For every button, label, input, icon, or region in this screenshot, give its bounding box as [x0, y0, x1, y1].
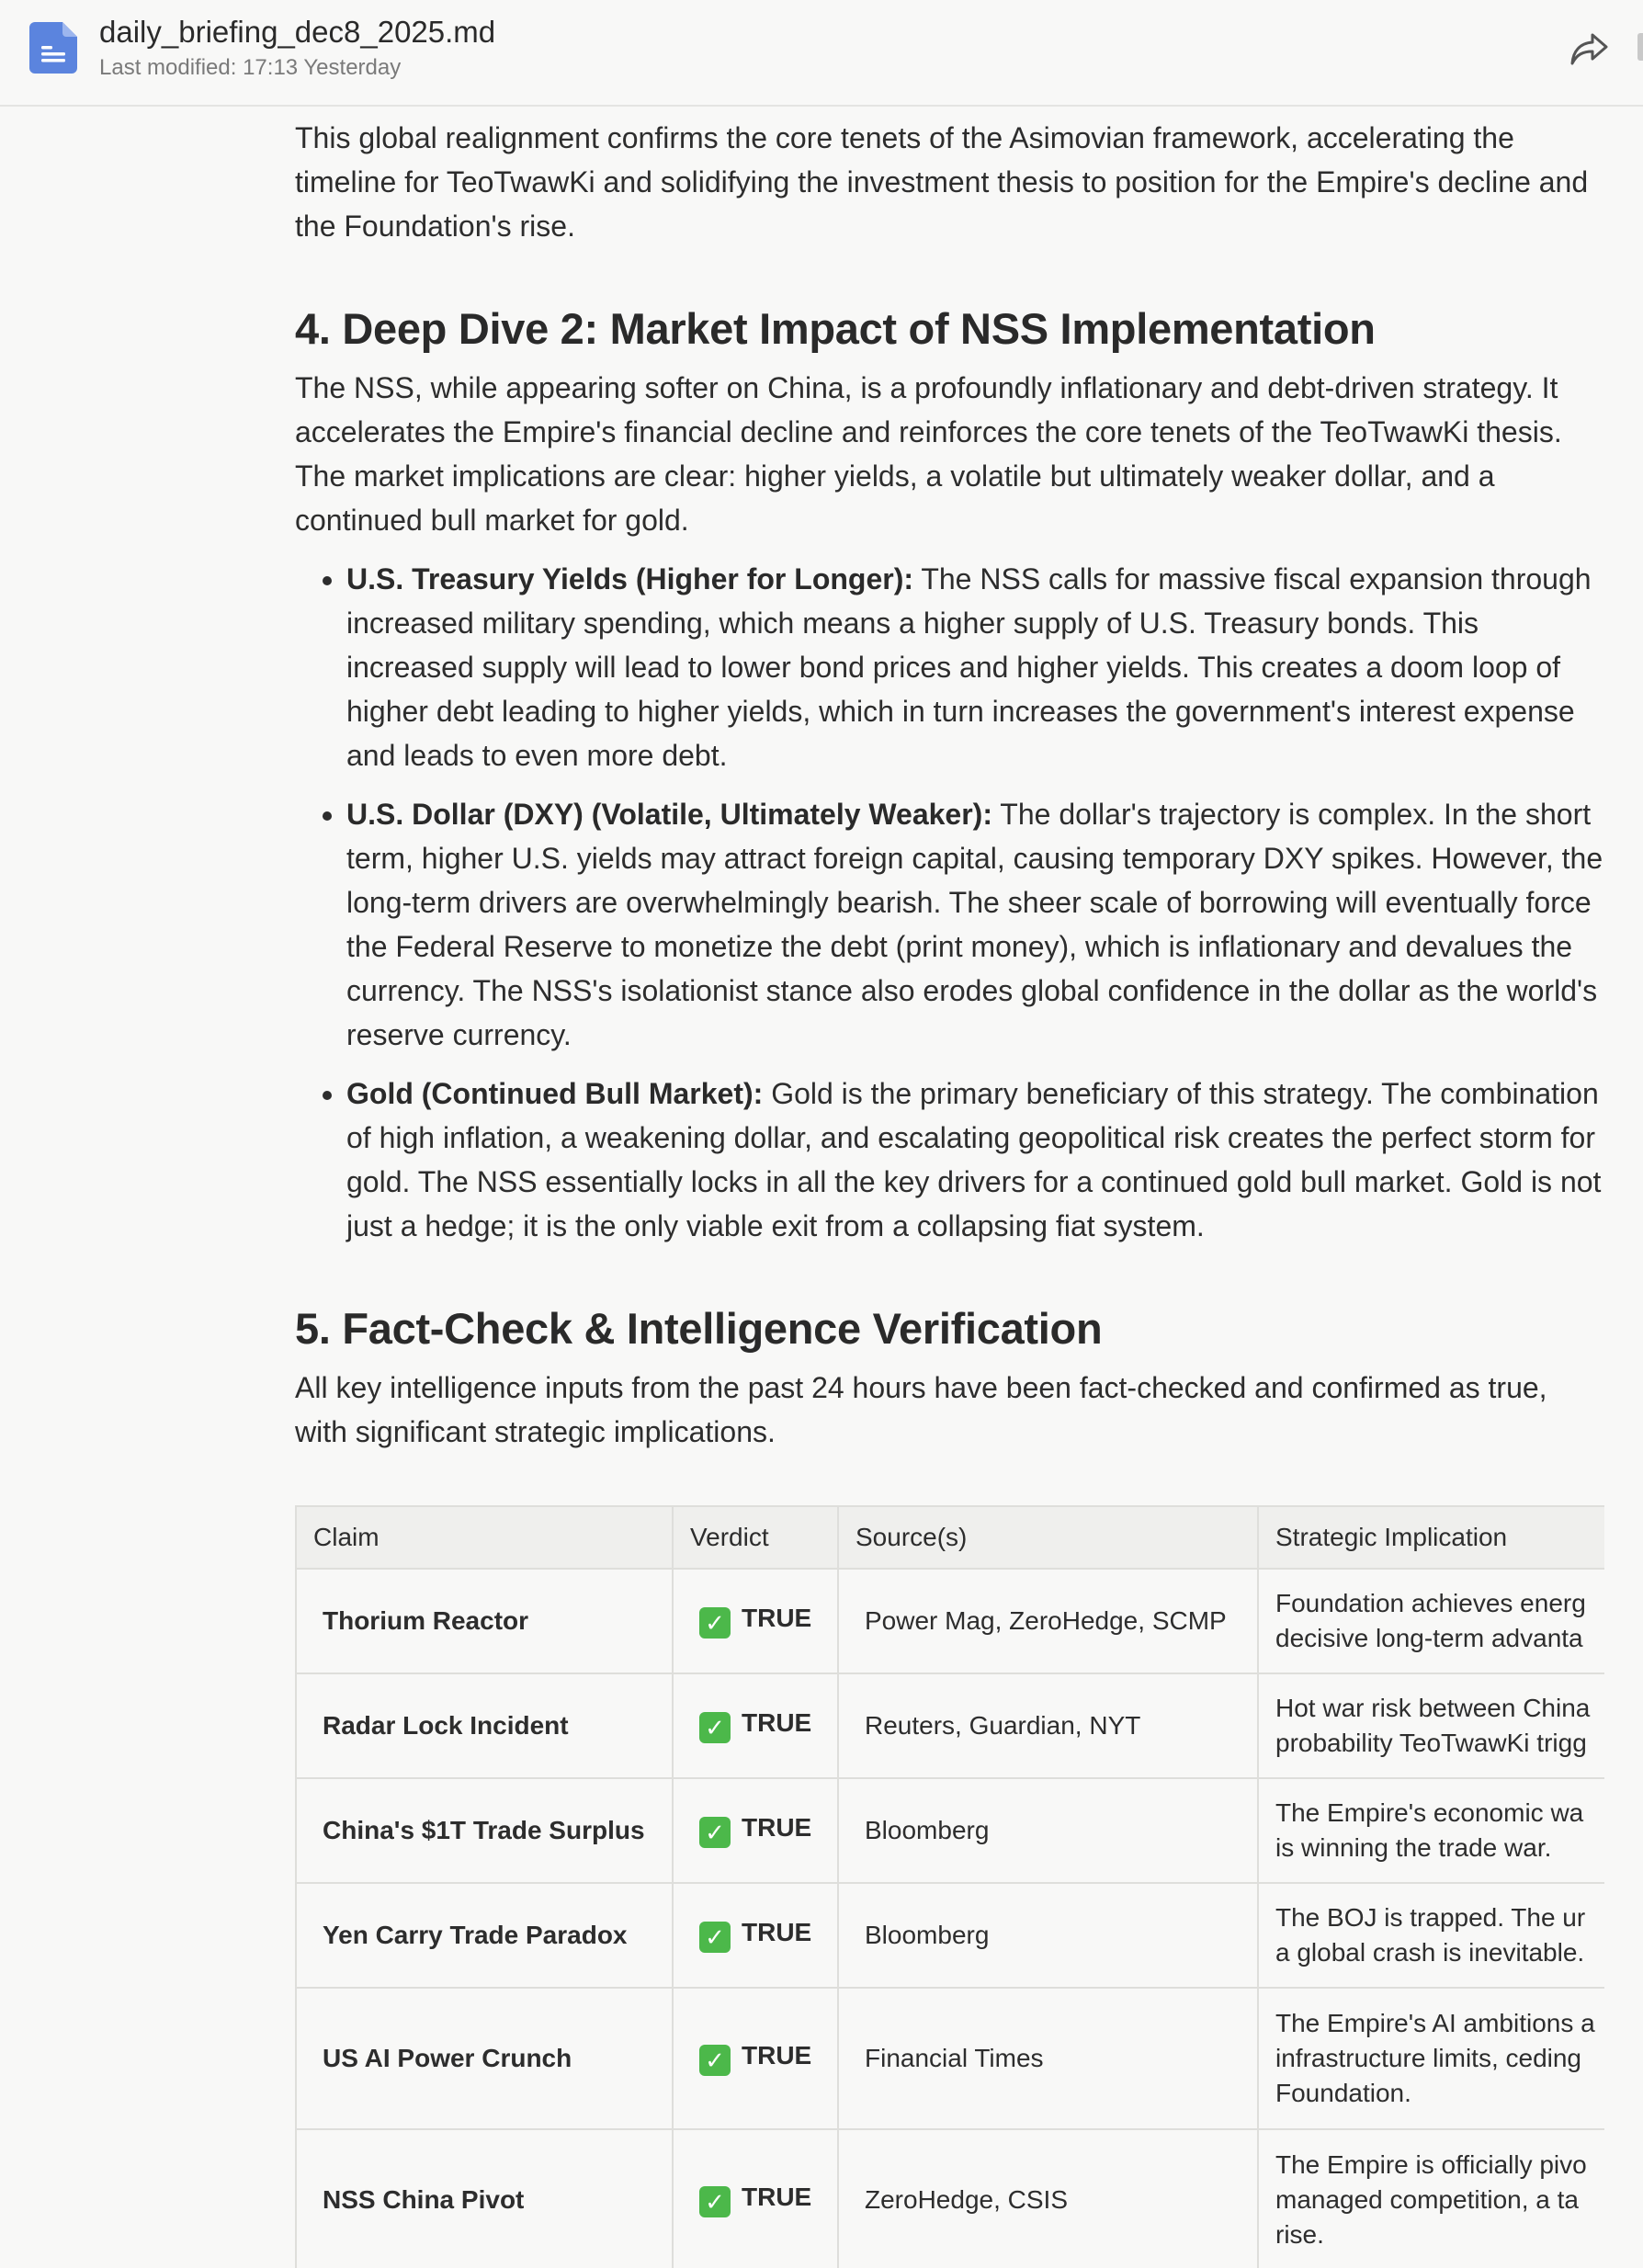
- document-icon: [29, 22, 77, 74]
- table-row: [296, 1778, 1604, 1883]
- verdict-text: TRUE: [742, 1813, 812, 1842]
- check-mark-icon: ✓: [699, 1817, 731, 1848]
- implication-line: Foundation achieves energ: [1275, 1589, 1586, 1617]
- section4-heading: 4. Deep Dive 2: Market Impact of NSS Implementation: [295, 304, 1376, 353]
- table-header-row: [296, 1506, 1604, 1569]
- implication-line: The BOJ is trapped. The ur: [1275, 1903, 1586, 1932]
- list-item: [346, 792, 1604, 1057]
- verdict-text: TRUE: [742, 2041, 812, 2070]
- column-header-implication: Strategic Implication: [1258, 1506, 1604, 1569]
- bullet-title: U.S. Dollar (DXY) (Volatile, Ultimately Weaker):: [346, 798, 992, 831]
- bullet-text: The NSS calls for massive fiscal expansion through increased military spending, which means a higher supply of U.S. Treasury bonds. This increased supply will lead to lower bond prices and higher yields. This creates a doom loop of higher debt leading to higher yields, which in turn increases the government's interest expense and leads to even more debt.: [346, 562, 1592, 772]
- implication-cell: [1258, 1569, 1604, 1673]
- verdict-text: TRUE: [742, 1708, 812, 1737]
- claim-cell: Thorium Reactor: [296, 1569, 673, 1673]
- implication-line: infrastructure limits, ceding: [1275, 2044, 1582, 2072]
- check-mark-icon: ✓: [699, 1712, 731, 1743]
- check-mark-icon: ✓: [699, 1922, 731, 1953]
- share-icon[interactable]: [1568, 29, 1612, 70]
- implication-line: Hot war risk between China: [1275, 1694, 1591, 1722]
- verdict-cell: [673, 2129, 838, 2268]
- check-mark-icon: ✓: [699, 1607, 731, 1639]
- sources-cell: Reuters, Guardian, NYT: [838, 1673, 1258, 1778]
- claim-cell: US AI Power Crunch: [296, 1988, 673, 2129]
- document-header: [0, 0, 1643, 107]
- table-row: [296, 1883, 1604, 1988]
- column-header-verdict: Verdict: [673, 1506, 838, 1569]
- claim-cell: China's $1T Trade Surplus: [296, 1778, 673, 1883]
- verdict-cell: [673, 1673, 838, 1778]
- implication-cell: [1258, 2129, 1604, 2268]
- market-impact-list: [295, 557, 1604, 1248]
- sources-cell: ZeroHedge, CSIS: [838, 2129, 1258, 2268]
- sources-cell: Bloomberg: [838, 1883, 1258, 1988]
- sources-cell: Financial Times: [838, 1988, 1258, 2129]
- window-edge: [1637, 33, 1643, 61]
- fact-check-table-scroll[interactable]: [295, 1505, 1604, 2268]
- column-header-claim: Claim: [296, 1506, 673, 1569]
- document-body: [295, 107, 1604, 1454]
- list-item: [346, 557, 1604, 777]
- implication-cell: [1258, 1778, 1604, 1883]
- implication-line: The Empire's economic wa: [1275, 1798, 1584, 1827]
- implication-cell: [1258, 1883, 1604, 1988]
- check-mark-icon: ✓: [699, 2045, 731, 2076]
- implication-cell: [1258, 1673, 1604, 1778]
- last-modified: Last modified: 17:13 Yesterday: [99, 55, 402, 80]
- table-row: [296, 1569, 1604, 1673]
- sources-cell: Bloomberg: [838, 1778, 1258, 1883]
- implication-line: a global crash is inevitable.: [1275, 1938, 1585, 1967]
- file-name: daily_briefing_dec8_2025.md: [99, 15, 496, 49]
- verdict-cell: [673, 1988, 838, 2129]
- implication-line: The Empire's AI ambitions a: [1275, 2009, 1595, 2037]
- check-mark-icon: ✓: [699, 2186, 731, 2217]
- claim-cell: Yen Carry Trade Paradox: [296, 1883, 673, 1988]
- claim-cell: Radar Lock Incident: [296, 1673, 673, 1778]
- implication-line: The Empire is officially pivo: [1275, 2150, 1587, 2179]
- bullet-title: Gold (Continued Bull Market):: [346, 1077, 764, 1110]
- implication-line: probability TeoTwawKi trigg: [1275, 1729, 1587, 1757]
- table-row: [296, 1988, 1604, 2129]
- implication-line: rise.: [1275, 2220, 1324, 2249]
- verdict-text: TRUE: [742, 1604, 812, 1632]
- intro-paragraph: This global realignment confirms the core tenets of the Asimovian framework, accelerating the timeline for TeoTwawKi and solidifying the investment thesis to position for the Empire's decline and the Foundation's rise.: [295, 121, 1589, 243]
- implication-line: is winning the trade war.: [1275, 1833, 1552, 1862]
- section5-heading: 5. Fact-Check & Intelligence Verification: [295, 1304, 1103, 1353]
- list-item: [346, 1072, 1604, 1248]
- sources-cell: Power Mag, ZeroHedge, SCMP: [838, 1569, 1258, 1673]
- implication-line: decisive long-term advanta: [1275, 1624, 1583, 1652]
- fact-check-table: [295, 1505, 1604, 2268]
- bullet-text: The dollar's trajectory is complex. In the short term, higher U.S. yields may attract foreign capital, causing temporary DXY spikes. However, the long-term drivers are overwhelmingly bearish. The sheer scale of borrowing will eventually force the Federal Reserve to monetize the debt (print money), which is inflationary and devalues the currency. The NSS's isolationist stance also erodes global confidence in the dollar as the world's reserve currency.: [346, 798, 1603, 1051]
- claim-cell: NSS China Pivot: [296, 2129, 673, 2268]
- verdict-cell: [673, 1883, 838, 1988]
- table-row: [296, 2129, 1604, 2268]
- section4-paragraph: The NSS, while appearing softer on China, is a profoundly inflationary and debt-driven strategy. It accelerates the Empire's financial decline and reinforces the core tenets of the TeoTwawKi thesis. The market implications are clear: higher yields, a volatile but ultimately weaker dollar, and a continued bull market for gold.: [295, 371, 1562, 537]
- verdict-cell: [673, 1569, 838, 1673]
- bullet-title: U.S. Treasury Yields (Higher for Longer):: [346, 562, 914, 595]
- column-header-sources: Source(s): [838, 1506, 1258, 1569]
- implication-cell: [1258, 1988, 1604, 2129]
- implication-line: Foundation.: [1275, 2079, 1411, 2107]
- table-row: [296, 1673, 1604, 1778]
- bullet-text: Gold is the primary beneficiary of this strategy. The combination of high inflation, a weakening dollar, and escalating geopolitical risk creates the perfect storm for gold. The NSS essentially locks in all the key drivers for a continued gold bull market. Gold is not just a hedge; it is the only viable exit from a collapsing fiat system.: [346, 1077, 1602, 1242]
- implication-line: managed competition, a ta: [1275, 2185, 1579, 2214]
- verdict-text: TRUE: [742, 1918, 812, 1946]
- verdict-text: TRUE: [742, 2183, 812, 2211]
- section5-paragraph: All key intelligence inputs from the past 24 hours have been fact-checked and confirmed as true, with significant strategic implications.: [295, 1371, 1547, 1448]
- verdict-cell: [673, 1778, 838, 1883]
